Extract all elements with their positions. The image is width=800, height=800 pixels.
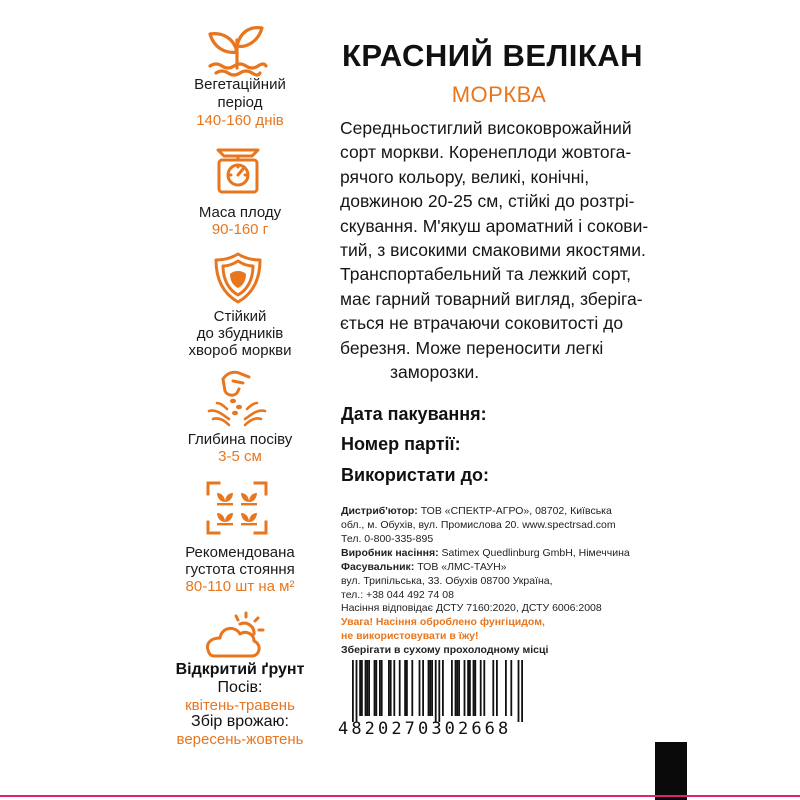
barcode-bar	[480, 660, 482, 716]
barcode-bar	[505, 660, 507, 716]
barcode-bar	[368, 660, 370, 716]
barcode-bar	[379, 660, 381, 716]
distributor-address: обл., м. Обухів, вул. Промислова 20. www.spectrsad.com	[341, 519, 616, 531]
description-line: Транспортабельний та лежкий сорт,	[340, 264, 631, 285]
barcode-bar	[361, 660, 363, 716]
barcode-bar	[451, 660, 453, 716]
description-line: заморозки.	[390, 362, 480, 383]
vegetation-label-2: період	[217, 94, 263, 111]
packer-address: вул. Трипільська, 33. Обухів 08700 Україна,	[341, 575, 553, 587]
mass-value: 90-160 г	[211, 221, 269, 238]
sun-cloud-icon	[200, 610, 270, 662]
barcode-bar	[510, 660, 512, 716]
barcode-bar	[365, 660, 367, 716]
barcode-bar	[435, 660, 437, 722]
barcode-bar	[428, 660, 430, 716]
resistance-label-1: Стійкий	[213, 308, 267, 325]
description-line: має гарний товарний вигляд, зберіга-	[340, 288, 643, 309]
distributor-label: Дистриб'ютор:	[341, 505, 418, 517]
barcode-bar	[411, 660, 413, 716]
use-by-label: Використати до:	[341, 465, 490, 485]
product-title: КРАСНИЙ ВЕЛІКАН	[342, 38, 644, 73]
barcode-bar	[375, 660, 377, 716]
registration-mark	[655, 742, 687, 800]
description-line: ється не втрачаючи соковитості до	[340, 313, 624, 334]
barcode-bar	[429, 660, 431, 716]
producer-label: Виробник насіння:	[341, 547, 439, 559]
density-label-2: густота стояння	[185, 561, 295, 578]
resistance-label-2: до збудників	[196, 325, 284, 342]
ground-label: Відкритий ґрунт	[175, 661, 305, 678]
harvest-value: вересень-жовтень	[176, 731, 304, 748]
harvest-label: Збір врожаю:	[191, 713, 289, 730]
barcode-bar	[366, 660, 368, 716]
barcode	[338, 660, 524, 742]
packer-phone: тел.: +38 044 492 74 08	[341, 589, 454, 601]
depth-value: 3-5 см	[218, 448, 262, 465]
barcode-bar	[390, 660, 392, 716]
barcode-bar	[404, 660, 406, 716]
resistance-label-3: хвороб моркви	[188, 342, 292, 359]
density-value: 80-110 шт на м²	[185, 578, 295, 595]
barcode-bar	[393, 660, 395, 716]
description-line: скування. М'якуш ароматний і сокови-	[340, 215, 649, 236]
barcode-bar	[456, 660, 458, 716]
barcode-bar	[419, 660, 421, 716]
distributor-phone: Тел. 0-800-335-895	[341, 533, 434, 545]
barcode-bar	[492, 660, 494, 716]
compliance-info	[341, 601, 671, 657]
sowing-label: Посів:	[217, 679, 263, 696]
product-description	[340, 116, 670, 384]
barcode-bar	[458, 660, 460, 716]
warning-line-1: Увага! Насіння оброблено фунгіцидом,	[341, 616, 545, 628]
barcode-bar	[359, 660, 361, 716]
description-line: тий, з високими смаковими якостями.	[340, 240, 646, 261]
density-label-1: Рекомендована	[185, 544, 295, 561]
barcode-bar	[431, 660, 433, 716]
vegetation-label-1: Вегетаційний	[194, 76, 286, 93]
barcode-bar	[356, 660, 358, 722]
description-line: березня. Може переносити легкі	[340, 337, 604, 358]
barcode-bar	[352, 660, 354, 722]
barcode-bar	[473, 660, 475, 716]
barcode-bar	[518, 660, 520, 722]
distributor-text: ТОВ «СПЕКТР-АГРО», 08702, Київська	[417, 505, 612, 517]
barcode-bar	[469, 660, 471, 716]
barcode-bar	[474, 660, 476, 716]
barcode-bar	[438, 660, 440, 722]
description-line: Середньостиглий високоврожайний	[340, 118, 632, 138]
barcode-bar	[374, 660, 376, 716]
warning-line-2: не використовувати в їжу!	[341, 630, 479, 642]
batch-number-label: Номер партії:	[341, 434, 461, 454]
mass-label: Маса плоду	[198, 204, 282, 221]
packer-label: Фасувальник:	[341, 561, 415, 573]
producer-text: Satimex Quedlinburg GmbH, Німеччина	[438, 547, 630, 559]
barcode-bar	[467, 660, 469, 716]
sowing-value: квітень-травень	[185, 697, 295, 714]
manufacturer-info	[341, 504, 671, 602]
distributor-line	[341, 504, 671, 518]
packer-line	[341, 560, 671, 574]
product-subtitle: МОРКВА	[451, 82, 547, 107]
depth-label: Глибина посіву	[187, 431, 293, 448]
bottom-stripe	[0, 795, 800, 797]
barcode-digits: 4820270302668	[338, 719, 512, 739]
scale-icon	[212, 140, 264, 196]
barcode-bar	[496, 660, 498, 716]
barcode-bar	[422, 660, 424, 716]
producer-line	[341, 546, 671, 560]
barcode-bar	[406, 660, 408, 716]
barcode-bars	[338, 660, 524, 722]
sowing-hand-icon	[203, 367, 271, 427]
barcode-bar	[455, 660, 457, 716]
sprout-icon	[202, 22, 272, 78]
barcode-bar	[399, 660, 401, 716]
barcode-bar	[381, 660, 383, 716]
barcode-bar	[388, 660, 390, 716]
planting-grid-icon	[205, 480, 269, 536]
description-line: довжиною 20-25 см, стійкі до розтрі-	[340, 191, 635, 212]
packer-text: ТОВ «ЛМС-ТАУН»	[414, 561, 507, 573]
vegetation-value: 140-160 днів	[196, 112, 284, 129]
barcode-bar	[521, 660, 523, 722]
description-line: рячого кольору, великі, конічні,	[340, 166, 590, 187]
shield-icon	[212, 250, 264, 306]
barcode-bar	[442, 660, 444, 716]
barcode-bar	[483, 660, 485, 716]
barcode-bar	[464, 660, 466, 716]
storage-text: Зберігати в сухому прохолодному місці	[341, 644, 549, 656]
pack-date-label: Дата пакування:	[341, 404, 487, 424]
standard-text: Насіння відповідає ДСТУ 7160:2020, ДСТУ 6006:2008	[341, 602, 602, 614]
description-line: сорт моркви. Коренеплоди жовтога-	[340, 142, 632, 163]
